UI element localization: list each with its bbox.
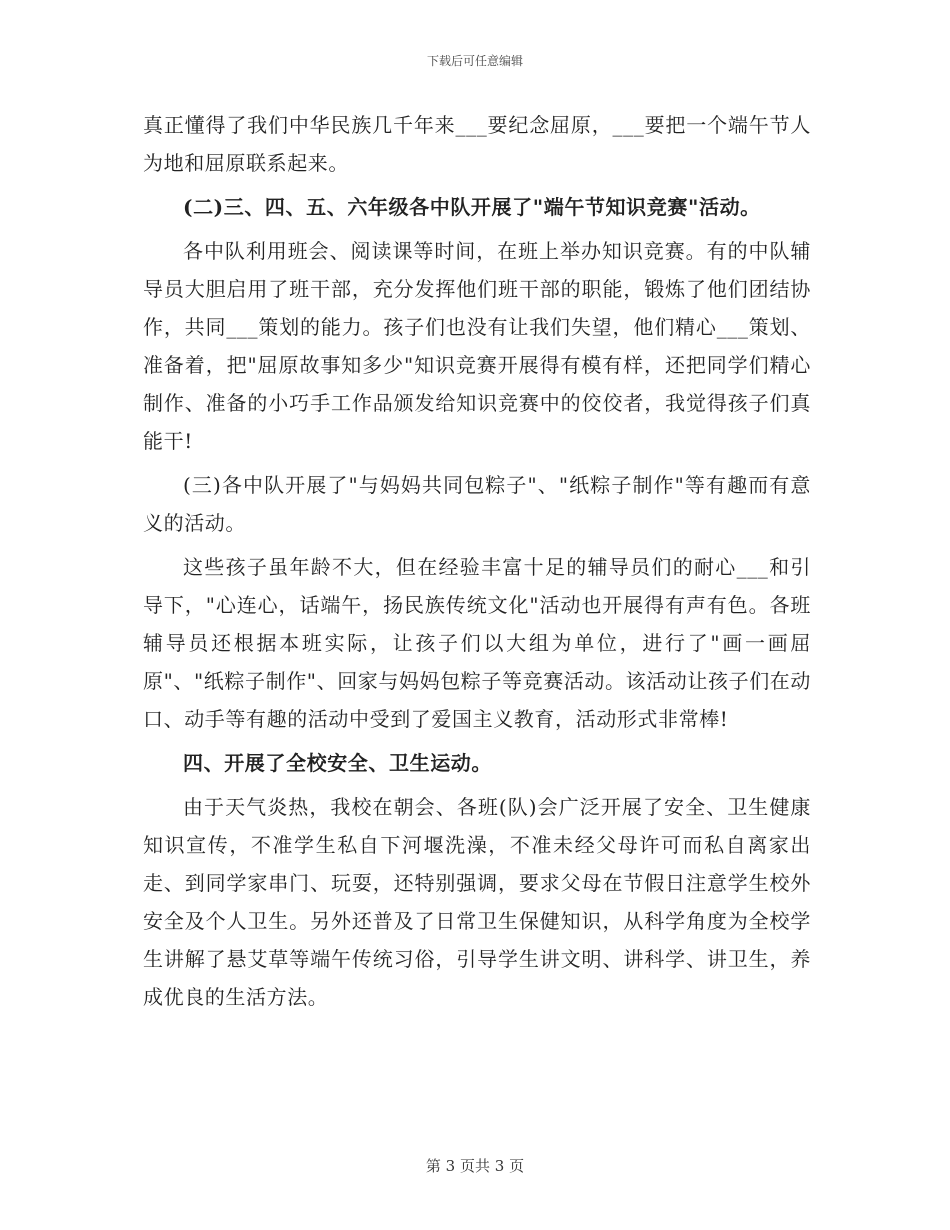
paragraph-zongzi-activities: (三)各中队开展了"与妈妈共同包粽子"、"纸粽子制作"等有趣而有意义的活动。 (143, 473, 811, 535)
section-heading-safety-hygiene: 四、开展了全校安全、卫生运动。 (183, 751, 492, 775)
paragraph-safety-hygiene: 由于天气炎热，我校在朝会、各班(队)会广泛开展了安全、卫生健康知识宣传，不准学生私自下河堰洗澡，不准未经父母许可而私自离家出走、到同学家串门、玩耍，还特别强调，要求父母在节假日注意学生校外安全及个人卫生。另外还普及了日常卫生保健知识，从科学角度为全校学生讲解了悬艾草等端午传统习俗，引导学生讲文明、讲科学、讲卫生，养成优良的生活方法。 (143, 795, 811, 1009)
paragraph-knowledge-contest: 各中队利用班会、阅读课等时间，在班上举办知识竞赛。有的中队辅导员大胆启用了班干部，充分发挥他们班干部的职能，锻炼了他们团结协作，共同___策划的能力。孩子们也没有让我们失望，他们精心___策划、准备着，把"屈原故事知多少"知识竞赛开展得有模有样，还把同学们精心制作、准备的小巧手工作品颁发给知识竞赛中的佼佼者，我觉得孩子们真能干! (143, 239, 811, 453)
page-header-note: 下载后可任意编辑 (426, 54, 523, 68)
paragraph-continuation: 真正懂得了我们中华民族几千年来___要纪念屈原，___要把一个端午节人为地和屈原联系起来。 (143, 113, 811, 175)
document-body (143, 106, 811, 1016)
page-number: 第 3 页共 3 页 (425, 1157, 525, 1175)
section-heading-knowledge-contest: (二)三、四、五、六年级各中队开展了"端午节知识竞赛"活动。 (183, 195, 761, 219)
paragraph-activities-detail: 这些孩子虽年龄不大，但在经验丰富十足的辅导员们的耐心___和引导下，"心连心，话端午，扬民族传统文化"活动也开展得有声有色。各班辅导员还根据本班实际，让孩子们以大组为单位，进行了"画一画屈原"、"纸粽子制作"、回家与妈妈包粽子等竞赛活动。该活动让孩子们在动口、动手等有趣的活动中受到了爱国主义教育，活动形式非常棒! (143, 555, 811, 731)
